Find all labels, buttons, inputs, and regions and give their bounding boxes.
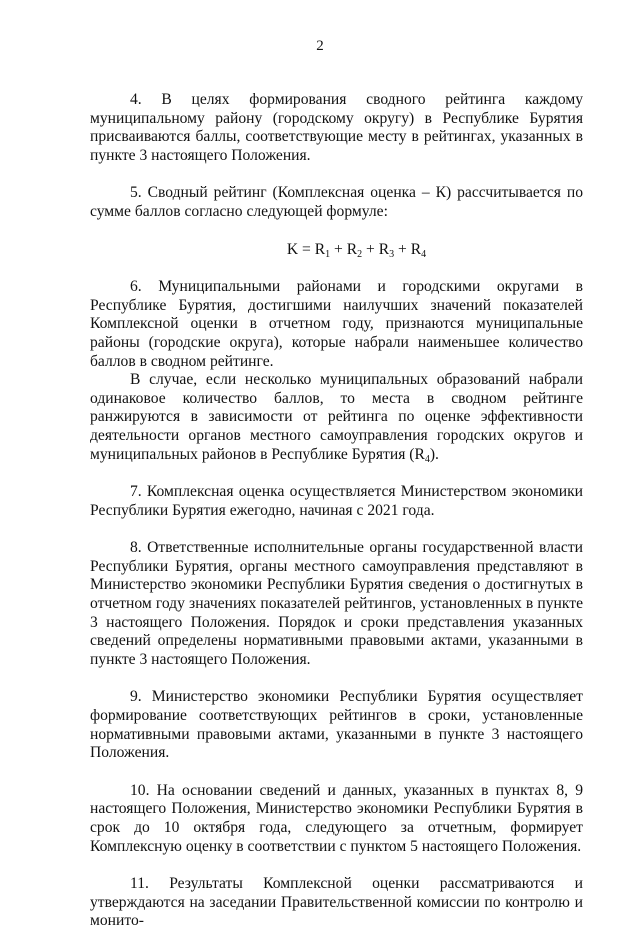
paragraph-8: 8. Ответственные исполнительные органы государственной власти Республики Бурятия, органы местного самоуправления представляют в Министерство экономики Республики Бурятия сведения о достигнутых в отчетном году значениях показателей рейтингов, установленных в пункте 3 настоящего Положения. Порядок и сроки представления указанных сведений определены нормативными правовыми актами, указанными в пункте 3 настоящего Положения.	[90, 539, 583, 668]
paragraph-6-subscript: 4	[424, 453, 430, 465]
page-number: 2	[316, 38, 324, 54]
paragraph-10: 10. На основании сведений и данных, указанных в пунктах 8, 9 настоящего Положения, Министерство экономики Республики Бурятия в срок до 10 октября года, следующего за отчетным, формирует Комплексную оценку в соответствии с пунктом 5 настоящего Положения.	[90, 781, 583, 855]
paragraph-5: 5. Сводный рейтинг (Комплексная оценка – К) рассчитывается по сумме баллов согласно следующей формуле:	[90, 184, 583, 220]
formula	[90, 241, 583, 260]
paragraph-6: 6. Муниципальными районами и городскими округами в Республике Бурятия, достигшими наилучших значений показателей Комплексной оценки в отчетном году, признаются муниципальные районы (городские округа), которые набрали наименьшее количество баллов в сводном рейтинге.	[90, 278, 583, 370]
document-body	[90, 91, 583, 931]
formula-sub: 3	[389, 248, 395, 260]
paragraph-6-continued	[90, 371, 583, 464]
paragraph-6-continued-end: ).	[429, 445, 439, 463]
formula-part: + R	[362, 240, 390, 258]
formula-part: + R	[394, 240, 422, 258]
formula-part: + R	[330, 240, 358, 258]
paragraph-7: 7. Комплексная оценка осуществляется Министерством экономики Республики Бурятия ежегодно, начиная с 2021 года.	[90, 483, 583, 519]
formula-sub: 2	[357, 248, 363, 260]
paragraph-6-continued-text: В случае, если несколько муниципальных образований набрали одинаковое количество баллов, то места в сводном рейтинге ранжируются в зависимости от рейтинга по оценке эффективности деятельности органов местного самоуправления городских округов и муниципальных районов в Республике Бурятия (R	[90, 371, 583, 463]
formula-sub: 4	[421, 248, 427, 260]
paragraph-11: 11. Результаты Комплексной оценки рассматриваются и утверждаются на заседании Правительственной комиссии по контролю и монито-	[90, 875, 583, 930]
formula-part: K = R	[286, 240, 326, 258]
paragraph-9: 9. Министерство экономики Республики Бурятия осуществляет формирование соответствующих рейтингов в сроки, установленные нормативными правовыми актами, указанными в пункте 3 настоящего Положения.	[90, 688, 583, 762]
paragraph-4: 4. В целях формирования сводного рейтинга каждому муниципальному району (городскому округу) в Республике Бурятия присваиваются баллы, соответствующие месту в рейтингах, указанных в пункте 3 настоящего Положения.	[90, 91, 583, 164]
formula-sub: 1	[325, 248, 331, 260]
